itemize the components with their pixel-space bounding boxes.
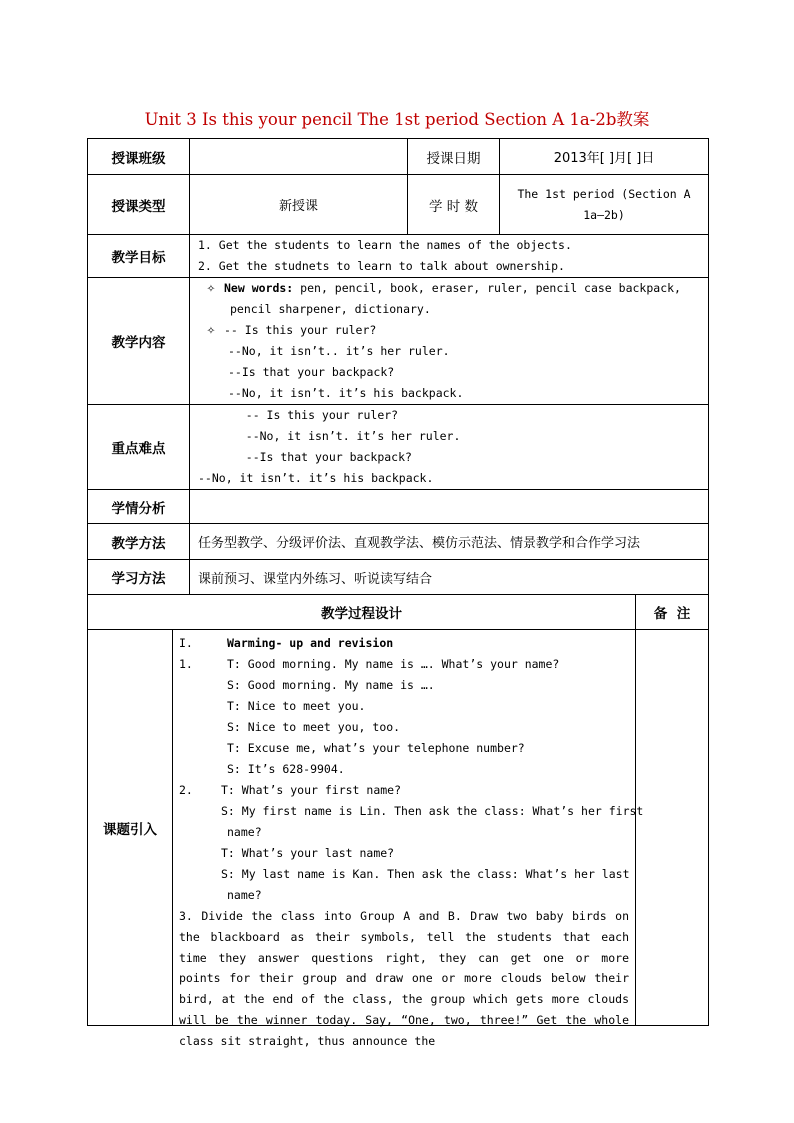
process-content [173, 630, 644, 1048]
row-type-hours [88, 175, 709, 235]
analysis-value [190, 490, 709, 524]
row-objectives [88, 235, 709, 278]
intro-label: 课题引入 [88, 630, 173, 1026]
hours-line-2: 1a—2b) [583, 207, 625, 222]
class-value [190, 139, 408, 175]
step-1-line: S: It’s 628-9904. [227, 762, 345, 776]
objective-line: 2. Get the studnets to learn to talk about ownership. [198, 259, 565, 273]
step-2-line: S: My first name is Lin. Then ask the class: What’s her first [221, 804, 644, 818]
hours-label: 学 时 数 [408, 175, 500, 235]
dialog-line: --Is that your backpack? [228, 365, 395, 379]
step-number: 1. [179, 657, 193, 671]
row-analysis [88, 490, 709, 524]
heading-number: I. [179, 636, 193, 650]
step-text: T: Good morning. My name is …. What’s your name? [227, 657, 560, 671]
objective-line: 1. Get the students to learn the names of the objects. [198, 238, 572, 252]
new-words-list: pen, pencil, book, eraser, ruler, pencil case backpack, [293, 281, 681, 295]
process-heading [179, 633, 629, 654]
hours-line-1: The 1st period (Section A [517, 186, 691, 201]
row-class-date [88, 139, 709, 175]
analysis-label: 学情分析 [88, 490, 190, 524]
diamond-bullet-icon: ✧ [206, 280, 216, 296]
step-1-line: T: Nice to meet you. [227, 699, 366, 713]
class-label: 授课班级 [88, 139, 190, 175]
new-words-line-2: pencil sharpener, dictionary. [230, 302, 431, 316]
learning-methods-label: 学习方法 [88, 560, 190, 595]
step-1-line: T: Excuse me, what’s your telephone number? [227, 741, 525, 755]
type-label: 授课类型 [88, 175, 190, 235]
notes-cell [636, 630, 709, 1026]
dialog-line: --No, it isn’t. it’s his backpack. [228, 386, 464, 400]
step-number: 2. [179, 783, 193, 797]
step-2-line: T: What’s your last name? [221, 846, 395, 860]
date-label: 授课日期 [408, 139, 500, 175]
key-points-label: 重点难点 [88, 405, 190, 490]
dialog-text: -- Is this your ruler? [224, 323, 377, 337]
diamond-bullet-icon: ✧ [206, 322, 216, 338]
row-process-header [88, 595, 709, 630]
objectives-value [190, 235, 709, 278]
lesson-plan-table [87, 138, 709, 1048]
document-title: Unit 3 Is this your pencil The 1st period Section A 1a-2b教案 [144, 110, 650, 129]
key-line: --No, it isn’t. it’s his backpack. [198, 471, 434, 485]
step-2-line: name? [227, 825, 262, 839]
step-2-line: name? [227, 888, 262, 902]
content-label: 教学内容 [88, 278, 190, 405]
step-3-paragraph: 3. Divide the class into Group A and B. Draw two baby birds on the blackboard as their symbols, tell the students that each time they answer questions right, they can get one or more points for their group and draw one or more clouds below their bird, at the end of the class, the group which gets more clouds will be the winner today. Say, “One, two, three!” Get the whole class sit straight, thus announce the [179, 909, 629, 1048]
step-1-line [179, 654, 629, 675]
learning-methods-value: 课前预习、课堂内外练习、听说读写结合 [190, 560, 709, 595]
step-text: T: What’s your first name? [221, 783, 402, 797]
step-2-line: S: My last name is Kan. Then ask the class: What’s her last [221, 867, 630, 881]
row-key-points [88, 405, 709, 490]
key-line: -- Is this your ruler? [225, 408, 399, 422]
row-process-body [88, 630, 709, 1026]
content-value [190, 278, 709, 405]
key-points-value [190, 405, 709, 490]
new-words-label: New words: [224, 281, 294, 295]
process-content-inner [179, 633, 644, 1048]
row-content [88, 278, 709, 405]
row-teaching-methods [88, 524, 709, 560]
date-value: 2013年[ ]月[ ]日 [500, 139, 709, 175]
dialog-line: --No, it isn’t.. it’s her ruler. [228, 344, 450, 358]
step-1-line: S: Nice to meet you, too. [227, 720, 401, 734]
teaching-methods-label: 教学方法 [88, 524, 190, 560]
new-words-line [198, 278, 708, 299]
heading-text: Warming- up and revision [227, 636, 394, 650]
dialog-line [198, 320, 708, 341]
teaching-methods-value: 任务型教学、分级评价法、直观教学法、模仿示范法、情景教学和合作学习法 [190, 524, 709, 560]
key-line: --No, it isn’t. it’s her ruler. [225, 429, 461, 443]
step-2-line [179, 780, 629, 801]
row-learning-methods [88, 560, 709, 595]
objectives-label: 教学目标 [88, 235, 190, 278]
process-header: 教学过程设计 [88, 595, 636, 630]
key-line: --Is that your backpack? [225, 450, 412, 464]
hours-value [500, 175, 709, 235]
step-1-line: S: Good morning. My name is …. [227, 678, 435, 692]
notes-header: 备 注 [636, 595, 709, 630]
type-value: 新授课 [190, 175, 408, 235]
